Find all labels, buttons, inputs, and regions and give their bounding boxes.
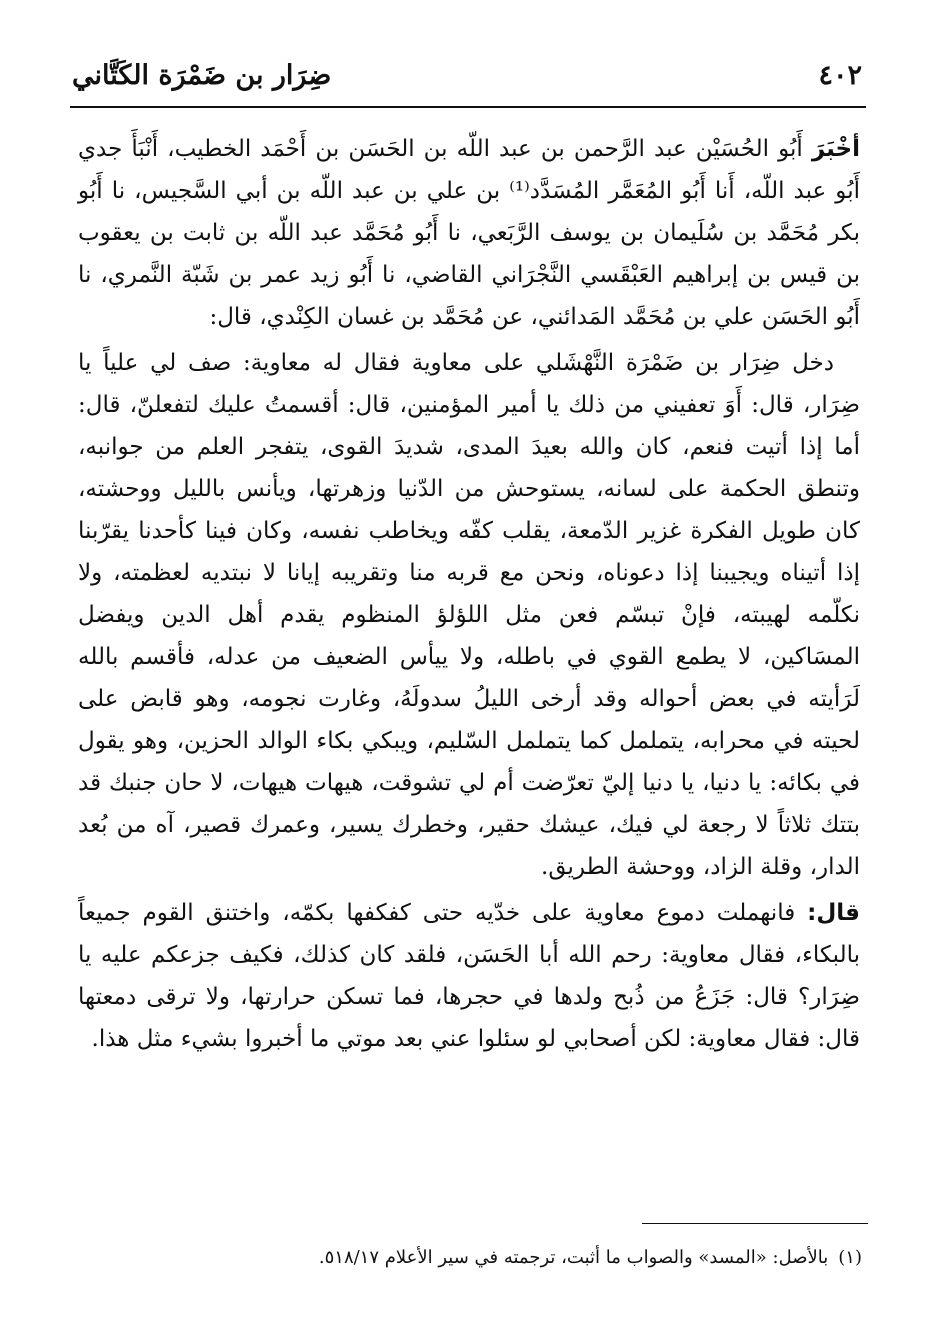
- header-divider: [70, 106, 866, 108]
- paragraph-conclusion: [78, 892, 860, 1060]
- footnote: [80, 1244, 862, 1272]
- main-text: [78, 128, 860, 1064]
- paragraph-lead-word: قال:: [807, 900, 860, 926]
- footnote-marker: (١): [838, 1247, 862, 1268]
- paragraph-isnad: [78, 128, 860, 338]
- paragraph-text: دخل ضِرَار بن ضَمْرَة النَّهْشَلي على معاوية فقال له معاوية: صف لي علياً يا ضِرَار، قال: أَوَ تعفيني من ذلك يا أمير المؤمنين، قال: أقسمتُ عليك لتفعلنّ، قال: أما إذا أتيت فنعم، كان والله بعيدَ المدى، شديدَ القوى، يتفجر العلم من جوانبه، وتنطق الحكمة على لسانه، يستوحش من الدّنيا وزهرتها، ويأنس بالليل ووحشته، كان طويل الفكرة غزير الدّمعة، يقلب كفّه ويخاطب نفسه، وكان فينا كأحدنا يقرّبنا إذا أتيناه ويجيبنا إذا دعوناه، ونحن مع قربه منا وتقريبه إيانا لا نبتديه لعظمته، ولا نكلّمه لهيبته، فإنْ تبسّم فعن مثل اللؤلؤ المنظوم يقدم أهل الدين ويفضل المسَاكين، لا يطمع القوي في باطله، ولا ييأس الضعيف من عدله، فأقسم بالله لَرَأيته في بعض أحواله وقد أرخى الليلُ سدولَهُ، وغارت نجومه، وهو قابض على لحيته في محرابه، يتململ كما يتململ السّليم، ويبكي بكاء الوالد الحزين، وهو يقول في بكائه: يا دنيا، يا دنيا إليّ تعرّضت أم لي تشوقت، هيهات هيهات، لا حان جنبك قد بتتك ثلاثاً لا رجعة لي فيك، عيشك حقير، وخطرك يسير، وعمرك قصير، آه من بُعد الدار، وقلة الزاد، ووحشة الطريق.: [78, 350, 860, 880]
- paragraph-lead-word: أخْبَرَ: [811, 136, 860, 162]
- paragraph-text: أَبُو الحُسَيْن عبد الرَّحمن بن عبد اللّه بن الحَسَن بن أَحْمَد الخطيب، أَنْبَأَ جدي أَبُو عبد اللّه، أَنا أَبُو المُعَمَّر المُسَدَّد⁽¹⁾ بن علي بن عبد اللّه بن أبي السَّجيس، نا أَبُو بكر مُحَمَّد بن سُلَيمان بن يوسف الرَّبَعي، نا أَبُو مُحَمَّد عبد اللّه بن ثابت بن يعقوب بن قيس بن إبراهيم العَبْقَسي النَّجْرَاني القاضي، نا أَبُو زيد عمر بن شَبّة النَّمري، نا أَبُو الحَسَن علي بن مُحَمَّد المَدائني، عن مُحَمَّد بن غسان الكِنْدي، قال:: [78, 136, 860, 330]
- paragraph-text: فانهملت دموع معاوية على خدّيه حتى كفكفها بكمّه، واختنق القوم جميعاً بالبكاء، فقال معاوية: رحم الله أبا الحَسَن، فلقد كان كذلك، فكيف جزعكم عليه يا ضِرَار؟ قال: جَزَعُ من ذُبح ولدها في حجرها، فما تسكن حرارتها، ولا ترقى دمعتها قال: فقال معاوية: لكن أصحابي لو سئلوا عني بعد موتي ما أخبروا بشيء مثل هذا.: [78, 900, 860, 1052]
- page-header: [72, 58, 862, 102]
- footnote-divider: [642, 1223, 868, 1224]
- footnote-text: بالأصل: «المسد» والصواب ما أثبت، ترجمته في سير الأعلام ٥١٨/١٧.: [318, 1247, 829, 1268]
- running-title: ضِرَار بن ضَمْرَة الكَتَّاني: [72, 60, 332, 91]
- page-number: ٤٠٢: [818, 60, 862, 91]
- paragraph-narration: [78, 342, 860, 888]
